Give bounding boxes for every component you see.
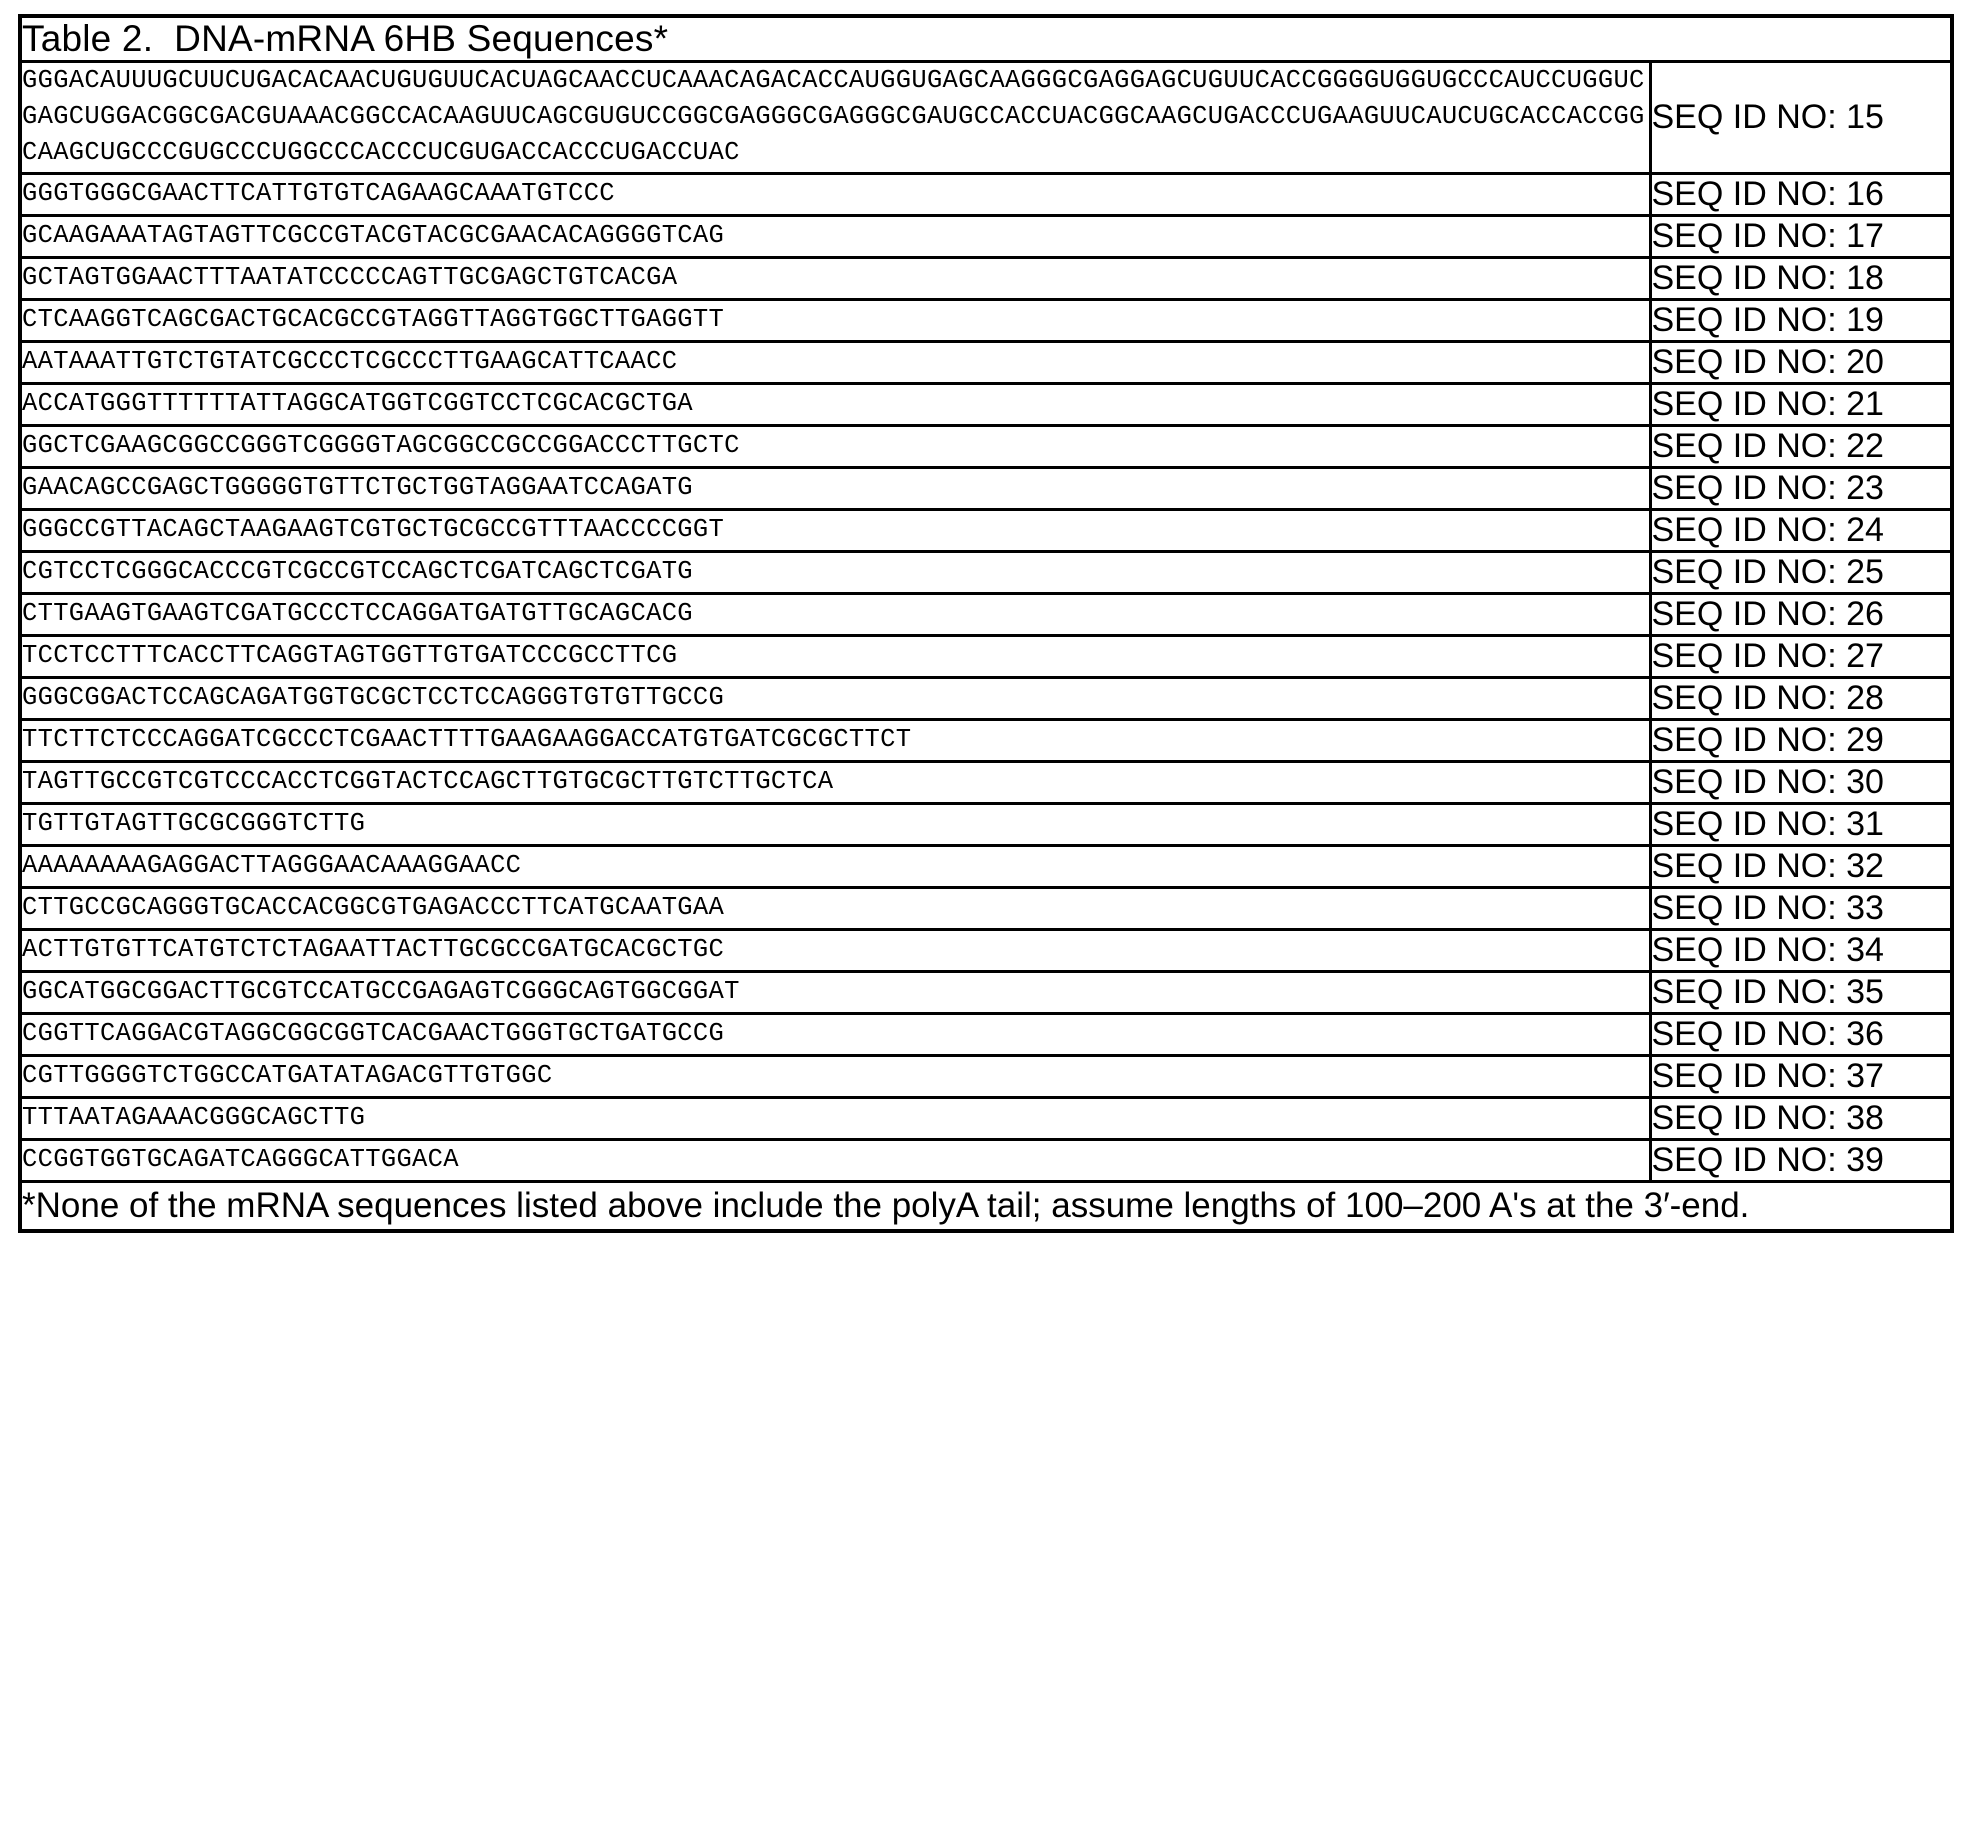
sequence-cell: CTTGCCGCAGGGTGCACCACGGCGTGAGACCCTTCATGCAATGAA xyxy=(20,887,1650,929)
sequence-cell: GAACAGCCGAGCTGGGGGTGTTCTGCTGGTAGGAATCCAGATG xyxy=(20,467,1650,509)
table-row xyxy=(20,761,1952,803)
table-row xyxy=(20,383,1952,425)
table-row xyxy=(20,551,1952,593)
sequence-cell: CTTGAAGTGAAGTCGATGCCCTCCAGGATGATGTTGCAGCACG xyxy=(20,593,1650,635)
seq-id-cell: SEQ ID NO: 25 xyxy=(1650,551,1952,593)
sequence-cell: CTCAAGGTCAGCGACTGCACGCCGTAGGTTAGGTGGCTTGAGGTT xyxy=(20,299,1650,341)
sequence-cell: ACCATGGGTTTTTTATTAGGCATGGTCGGTCCTCGCACGCTGA xyxy=(20,383,1650,425)
table-caption-row xyxy=(20,16,1952,62)
table-row xyxy=(20,803,1952,845)
table-row xyxy=(20,635,1952,677)
table-footnote-row xyxy=(20,1181,1952,1231)
seq-id-cell: SEQ ID NO: 29 xyxy=(1650,719,1952,761)
seq-id-cell: SEQ ID NO: 33 xyxy=(1650,887,1952,929)
seq-id-cell: SEQ ID NO: 19 xyxy=(1650,299,1952,341)
sequence-cell: TTCTTCTCCCAGGATCGCCCTCGAACTTTTGAAGAAGGACCATGTGATCGCGCTTCT xyxy=(20,719,1650,761)
table-footnote: *None of the mRNA sequences listed above include the polyA tail; assume lengths of 100–200 A's at the 3′-end. xyxy=(20,1181,1952,1231)
seq-id-cell: SEQ ID NO: 17 xyxy=(1650,215,1952,257)
seq-id-cell: SEQ ID NO: 28 xyxy=(1650,677,1952,719)
table-row xyxy=(20,257,1952,299)
table-row xyxy=(20,1055,1952,1097)
table-row xyxy=(20,299,1952,341)
seq-id-cell: SEQ ID NO: 38 xyxy=(1650,1097,1952,1139)
sequence-cell: CGGTTCAGGACGTAGGCGGCGGTCACGAACTGGGTGCTGATGCCG xyxy=(20,1013,1650,1055)
table-row xyxy=(20,593,1952,635)
sequence-cell: TCCTCCTTTCACCTTCAGGTAGTGGTTGTGATCCCGCCTTCG xyxy=(20,635,1650,677)
seq-id-cell: SEQ ID NO: 26 xyxy=(1650,593,1952,635)
sequence-cell: GCAAGAAATAGTAGTTCGCCGTACGTACGCGAACACAGGGGTCAG xyxy=(20,215,1650,257)
sequence-cell: TAGTTGCCGTCGTCCCACCTCGGTACTCCAGCTTGTGCGCTTGTCTTGCTCA xyxy=(20,761,1650,803)
table-row xyxy=(20,1097,1952,1139)
seq-id-cell: SEQ ID NO: 31 xyxy=(1650,803,1952,845)
sequence-cell: CCGGTGGTGCAGATCAGGGCATTGGACA xyxy=(20,1139,1650,1181)
sequence-cell: GGGCGGACTCCAGCAGATGGTGCGCTCCTCCAGGGTGTGTTGCCG xyxy=(20,677,1650,719)
seq-id-cell: SEQ ID NO: 39 xyxy=(1650,1139,1952,1181)
seq-id-cell: SEQ ID NO: 20 xyxy=(1650,341,1952,383)
seq-id-cell: SEQ ID NO: 21 xyxy=(1650,383,1952,425)
sequence-cell: CGTTGGGGTCTGGCCATGATATAGACGTTGTGGC xyxy=(20,1055,1650,1097)
sequence-cell: GGGCCGTTACAGCTAAGAAGTCGTGCTGCGCCGTTTAACCCCGGT xyxy=(20,509,1650,551)
table-row xyxy=(20,1013,1952,1055)
table-caption: Table 2. DNA-mRNA 6HB Sequences* xyxy=(20,16,1952,62)
sequence-cell: AAAAAAAAGAGGACTTAGGGAACAAAGGAACC xyxy=(20,845,1650,887)
table-row xyxy=(20,719,1952,761)
seq-id-cell: SEQ ID NO: 37 xyxy=(1650,1055,1952,1097)
seq-id-cell: SEQ ID NO: 35 xyxy=(1650,971,1952,1013)
table-row xyxy=(20,62,1952,174)
table-row xyxy=(20,929,1952,971)
table-row xyxy=(20,887,1952,929)
sequence-cell: TTTAATAGAAACGGGCAGCTTG xyxy=(20,1097,1650,1139)
table-row xyxy=(20,173,1952,215)
table-row xyxy=(20,467,1952,509)
table-row xyxy=(20,341,1952,383)
seq-id-cell: SEQ ID NO: 32 xyxy=(1650,845,1952,887)
sequence-cell: GGGTGGGCGAACTTCATTGTGTCAGAAGCAAATGTCCC xyxy=(20,173,1650,215)
table-row xyxy=(20,1139,1952,1181)
sequence-cell: GGGACAUUUGCUUCUGACACAACUGUGUUCACUAGCAACCUCAAACAGACACCAUGGUGAGCAAGGGCGAGGAGCUGUUCACCGGGGUGGUGCCCAUCCUGGUCGAGCUGGACGGCGACGUAAACGGCCACAAGUUCAGCGUGUCCGGCGAGGGCGAGGGCGAUGCCACCUACGGCAAGCUGACCCUGAAGUUCAUCUGCACCACCGGCAAGCUGCCCGUGCCCUGGCCCACCCUCGUGACCACCCUGACCUAC xyxy=(20,62,1650,174)
table-row xyxy=(20,845,1952,887)
seq-id-cell: SEQ ID NO: 18 xyxy=(1650,257,1952,299)
seq-id-cell: SEQ ID NO: 30 xyxy=(1650,761,1952,803)
table-row xyxy=(20,425,1952,467)
seq-id-cell: SEQ ID NO: 16 xyxy=(1650,173,1952,215)
sequence-cell: ACTTGTGTTCATGTCTCTAGAATTACTTGCGCCGATGCACGCTGC xyxy=(20,929,1650,971)
seq-id-cell: SEQ ID NO: 34 xyxy=(1650,929,1952,971)
table-row xyxy=(20,509,1952,551)
table-body xyxy=(20,16,1952,1231)
seq-id-cell: SEQ ID NO: 36 xyxy=(1650,1013,1952,1055)
seq-id-cell: SEQ ID NO: 23 xyxy=(1650,467,1952,509)
table-row xyxy=(20,971,1952,1013)
seq-id-cell: SEQ ID NO: 15 xyxy=(1650,62,1952,174)
table-row xyxy=(20,677,1952,719)
sequence-cell: CGTCCTCGGGCACCCGTCGCCGTCCAGCTCGATCAGCTCGATG xyxy=(20,551,1650,593)
sequence-cell: AATAAATTGTCTGTATCGCCCTCGCCCTTGAAGCATTCAACC xyxy=(20,341,1650,383)
sequence-cell: GGCATGGCGGACTTGCGTCCATGCCGAGAGTCGGGCAGTGGCGGAT xyxy=(20,971,1650,1013)
seq-id-cell: SEQ ID NO: 24 xyxy=(1650,509,1952,551)
seq-id-cell: SEQ ID NO: 22 xyxy=(1650,425,1952,467)
sequence-table xyxy=(18,14,1954,1233)
sequence-cell: GGCTCGAAGCGGCCGGGTCGGGGTAGCGGCCGCCGGACCCTTGCTC xyxy=(20,425,1650,467)
table-row xyxy=(20,215,1952,257)
seq-id-cell: SEQ ID NO: 27 xyxy=(1650,635,1952,677)
sequence-cell: TGTTGTAGTTGCGCGGGTCTTG xyxy=(20,803,1650,845)
sequence-cell: GCTAGTGGAACTTTAATATCCCCCAGTTGCGAGCTGTCACGA xyxy=(20,257,1650,299)
